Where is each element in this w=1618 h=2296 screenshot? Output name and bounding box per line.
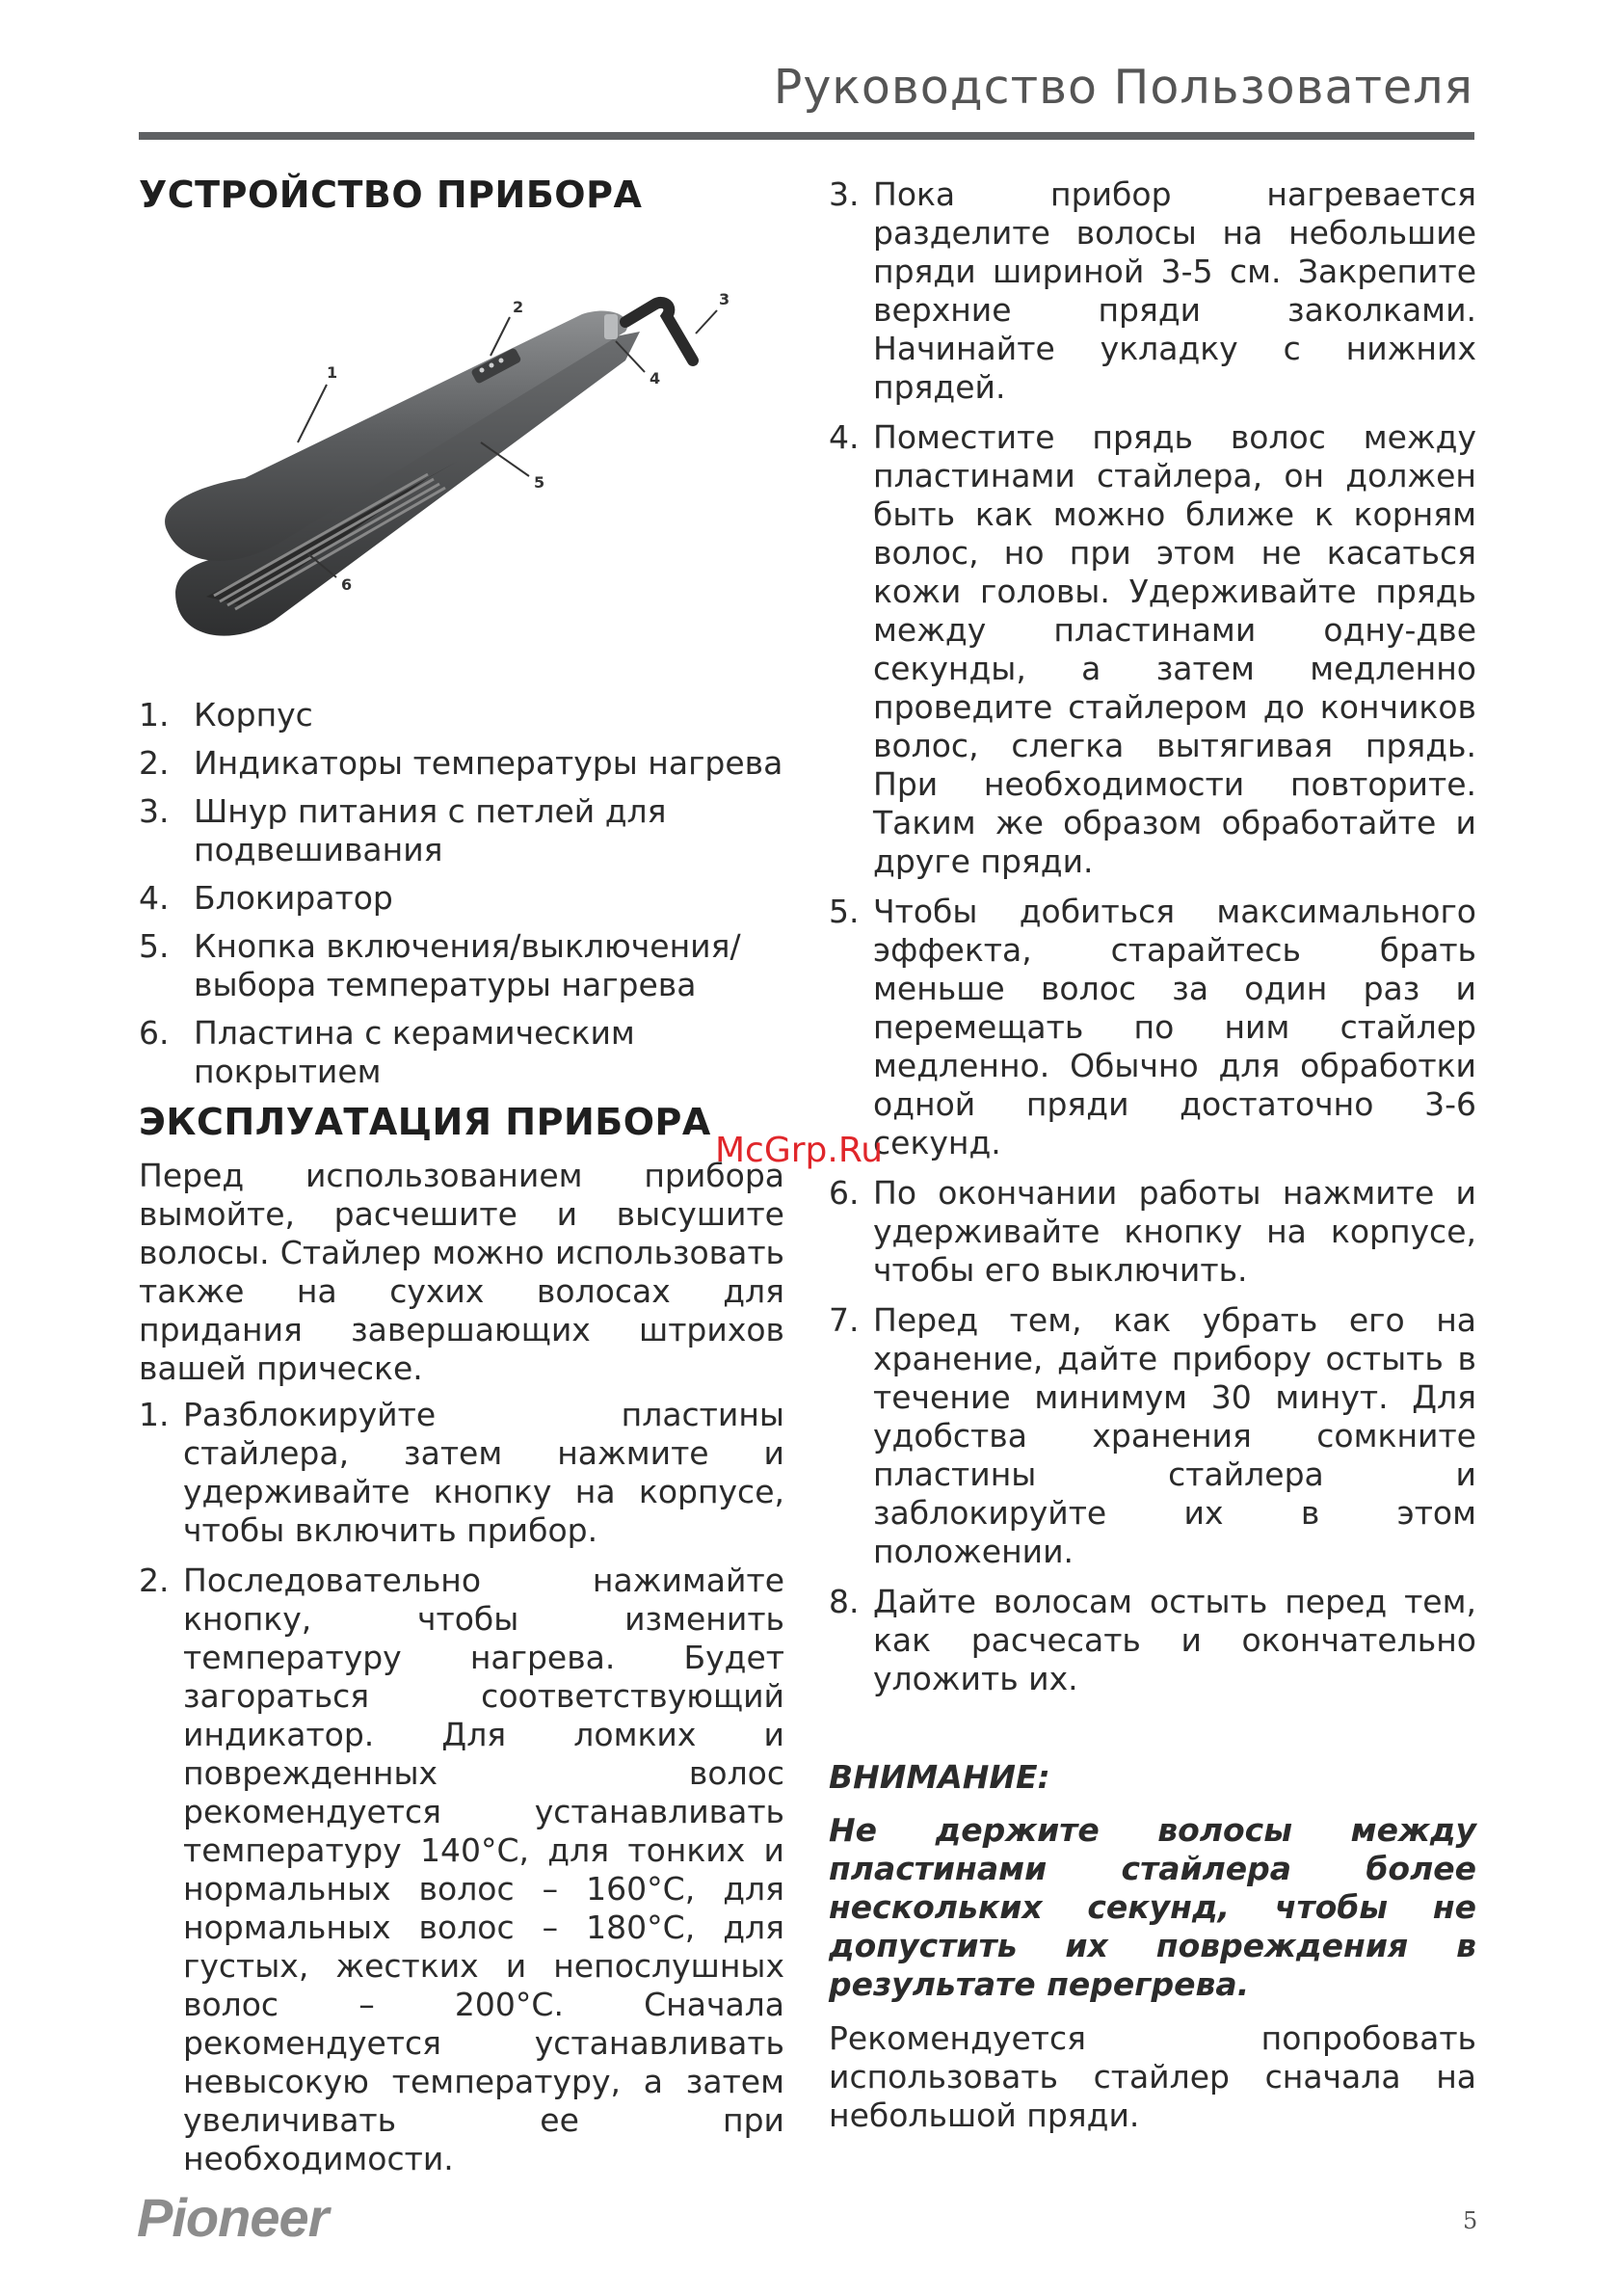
step-item (829, 175, 1476, 407)
step-item (139, 1562, 784, 2178)
parts-list-text: Шнур питания с петлей для подвешивания (194, 792, 667, 868)
step-number: 2. (139, 1562, 170, 1599)
callout-4: 4 (650, 369, 661, 387)
right-column (829, 174, 1476, 2135)
parts-list-text: Кнопка включения/выключения/ выбора температуры нагрева (194, 927, 741, 1003)
step-text: Перед тем, как убрать его на хранение, дайте прибору остыть в течение минимум 30 минут. Для удобства хранения сомкните пластины стайлера и заблокируйте их в этом положении. (873, 1301, 1476, 1570)
step-number: 4. (829, 418, 860, 456)
page-number: 5 (1463, 2207, 1478, 2234)
power-cord-loop (625, 303, 693, 360)
callout-6: 6 (341, 575, 353, 594)
step-text: Последовательно нажимайте кнопку, чтобы изменить температуру нагрева. Будет загораться соответствующий индикатор. Для ломких и поврежденных волос рекомендуется устанавливать температуру 140°С, для тонких и нормальных волос – 160°С, для нормальных волос – 180°С, для густых, жестких и непослушных волос – 200°С. Сначала рекомендуется устанавливать невысокую температуру, а затем увеличивать ее при необходимости. (183, 1562, 784, 2177)
step-item (829, 1174, 1476, 1290)
left-column (139, 174, 784, 2190)
warning-text: Не держите волосы между пластинами стайлера более нескольких секунд, чтобы не допустить их повреждения в результате перегрева. (829, 1811, 1476, 2003)
parts-list-text: Корпус (194, 696, 313, 734)
step-item (829, 418, 1476, 881)
parts-list-item (139, 879, 784, 918)
usage-heading: ЭКСПЛУАТАЦИЯ ПРИБОРА (139, 1101, 711, 1143)
callout-1: 1 (327, 363, 338, 382)
step-text: Чтобы добиться максимального эффекта, старайтесь брать меньше волос за один раз и перемещать по ним стайлер медленно. Обычно для обработки одной пряди достаточно 3-6 секунд. (873, 893, 1476, 1161)
styler-drawing (139, 226, 756, 679)
parts-list-text: Блокиратор (194, 879, 393, 917)
parts-list-number: 6. (139, 1014, 170, 1052)
parts-list-number: 1. (139, 696, 170, 734)
step-item (139, 1396, 784, 1550)
lock-switch (604, 314, 618, 339)
parts-list-number: 5. (139, 927, 170, 965)
step-item (829, 1583, 1476, 1698)
step-text: Поместите прядь волос между пластинами стайлера, он должен быть как можно ближе к корням волос, но при этом не касаться кожи головы. Удерживайте прядь между пластинами одну-две секунды, а затем медленно проведите стайлером до кончиков волос, слегка вытягивая прядь. При необходимости повторите. Таким же образом обработайте и друге пряди. (873, 418, 1476, 880)
parts-list-number: 2. (139, 744, 170, 782)
steps-list-right (829, 175, 1476, 1698)
callout-2: 2 (513, 298, 524, 316)
step-number: 1. (139, 1396, 170, 1433)
usage-intro: Перед использованием прибора вымойте, расчешите и высушите волосы. Стайлер можно использовать также на сухих волосах для придания завершающих штрихов вашей прическе. (139, 1157, 784, 1387)
step-text: Пока прибор нагревается разделите волосы на небольшие пряди шириной 3-5 см. Закрепите верхние пряди заколками. Начинайте укладку с нижних прядей. (873, 175, 1476, 406)
styler-illustration (139, 226, 756, 679)
warning-title: ВНИМАНИЕ: (829, 1758, 1050, 1796)
header-divider (139, 132, 1474, 140)
parts-list-item (139, 1014, 784, 1091)
step-text: Дайте волосам остыть перед тем, как расчесать и окончательно уложить их. (873, 1583, 1476, 1697)
parts-list-text: Пластина с керамическим покрытием (194, 1014, 635, 1090)
step-number: 7. (829, 1301, 860, 1339)
step-number: 5. (829, 893, 860, 930)
parts-list-number: 4. (139, 879, 170, 917)
parts-list-item (139, 696, 784, 734)
step-text: Разблокируйте пластины стайлера, затем нажмите и удерживайте кнопку на корпусе, чтобы включить прибор. (183, 1396, 784, 1549)
callout-3: 3 (719, 290, 730, 308)
device-heading: УСТРОЙСТВО ПРИБОРА (139, 174, 643, 216)
step-number: 8. (829, 1583, 860, 1620)
step-item (829, 893, 1476, 1162)
warning-note: Рекомендуется попробовать использовать стайлер сначала на небольшой пряди. (829, 2019, 1476, 2134)
watermark: McGrp.Ru (715, 1131, 884, 1170)
callout-5: 5 (534, 473, 545, 492)
parts-list-number: 3. (139, 792, 170, 830)
parts-list (139, 696, 784, 1091)
step-item (829, 1301, 1476, 1571)
parts-list-text: Индикаторы температуры нагрева (194, 744, 783, 782)
step-number: 3. (829, 175, 860, 213)
steps-list-left (139, 1396, 784, 2178)
brand-logo: Pioneer (137, 2187, 329, 2248)
step-text: По окончании работы нажмите и удерживайте кнопку на корпусе, чтобы его выключить. (873, 1174, 1476, 1289)
parts-list-item (139, 744, 784, 783)
parts-list-item (139, 927, 784, 1004)
parts-list-item (139, 792, 784, 869)
page-header-title: Руководство Пользователя (773, 60, 1473, 115)
step-number: 6. (829, 1174, 860, 1212)
